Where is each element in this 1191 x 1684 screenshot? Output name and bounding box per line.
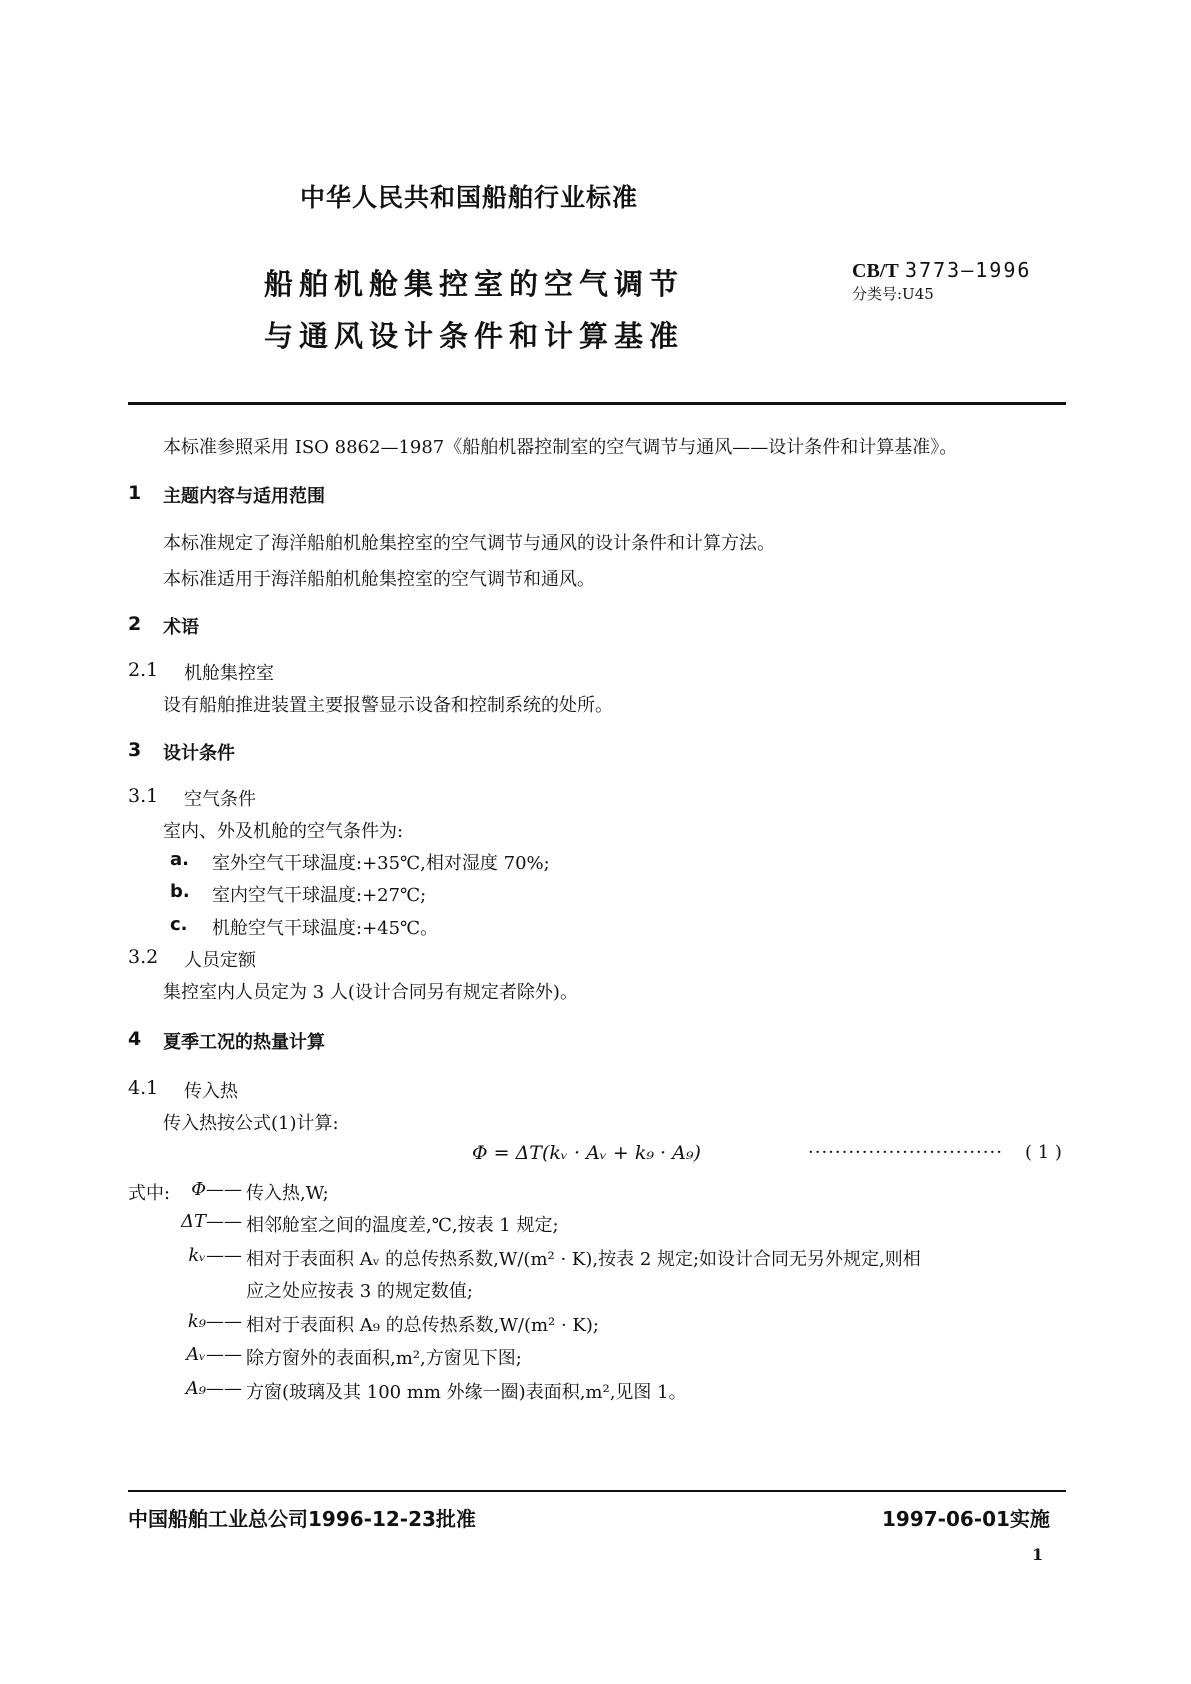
footer-divider	[128, 1490, 1066, 1492]
where-text-kv-continued: 应之处应按表 3 的规定数值;	[246, 1281, 473, 1302]
section-4-1-title: 传入热	[184, 1081, 238, 1102]
section-1-number: 1	[128, 482, 142, 504]
section-3-number: 3	[128, 739, 142, 761]
where-symbol-av: Aᵥ——	[186, 1344, 242, 1365]
section-3-1-title: 空气条件	[184, 789, 256, 810]
where-symbol-ag: A₉——	[185, 1378, 242, 1399]
where-symbol-delta-t: ΔT——	[180, 1211, 242, 1232]
intro-paragraph: 本标准参照采用 ISO 8862—1987《船舶机器控制室的空气调节与通风——设计条件和计算基准》。	[163, 437, 958, 458]
approval-line: 中国船舶工业总公司1996-12-23批准	[128, 1507, 476, 1531]
section-2-1-number: 2.1	[128, 659, 159, 681]
formula-1: Φ = ΔT(kᵥ · Aᵥ + k₉ · A₉)	[472, 1142, 701, 1164]
where-text-phi: 传入热,W;	[246, 1183, 329, 1204]
section-3-2-number: 3.2	[128, 946, 159, 968]
issuing-organization: 中华人民共和国船舶行业标准	[300, 183, 639, 212]
formula-leader-dots: ·····························	[808, 1142, 1003, 1163]
section-2-1-title: 机舱集控室	[184, 663, 274, 684]
section-2-number: 2	[128, 613, 142, 635]
header-divider	[128, 402, 1066, 405]
condition-a-label: a.	[170, 849, 189, 870]
condition-c-text: 机舱空气干球温度:+45℃。	[212, 918, 439, 939]
section-3-2-text: 集控室内人员定为 3 人(设计合同另有规定者除外)。	[163, 982, 578, 1003]
section-4-1-number: 4.1	[128, 1077, 159, 1099]
condition-b-label: b.	[170, 881, 190, 902]
section-2-1-text: 设有船舶推进装置主要报警显示设备和控制系统的处所。	[163, 695, 613, 716]
classification-number: 分类号:U45	[852, 285, 934, 303]
section-1-para-2: 本标准适用于海洋船舶机舱集控室的空气调节和通风。	[163, 569, 595, 590]
section-1-title: 主题内容与适用范围	[163, 486, 325, 507]
where-text-delta-t: 相邻舱室之间的温度差,℃,按表 1 规定;	[246, 1215, 559, 1236]
section-3-1-lead: 室内、外及机舱的空气条件为:	[163, 821, 404, 842]
page-number: 1	[1032, 1545, 1044, 1564]
where-lead: 式中:	[128, 1183, 171, 1204]
section-3-2-title: 人员定额	[184, 950, 256, 971]
formula-number: ( 1 )	[1025, 1142, 1062, 1163]
section-4-number: 4	[128, 1028, 142, 1050]
where-text-kv: 相对于表面积 Aᵥ 的总传热系数,W/(m² · K),按表 2 规定;如设计合同无另外规定,则相	[246, 1249, 921, 1270]
where-symbol-kv: kᵥ——	[188, 1245, 242, 1266]
condition-a-text: 室外空气干球温度:+35℃,相对湿度 70%;	[212, 853, 550, 874]
standard-code-prefix: CB/T	[852, 260, 899, 282]
where-symbol-kg: k₉——	[187, 1311, 242, 1332]
section-3-1-number: 3.1	[128, 785, 159, 807]
condition-b-text: 室内空气干球温度:+27℃;	[212, 885, 427, 906]
document-title-line-1: 船舶机舱集控室的空气调节	[264, 267, 685, 301]
effective-date: 1997-06-01实施	[882, 1507, 1050, 1531]
where-text-av: 除方窗外的表面积,m²,方窗见下图;	[246, 1348, 522, 1369]
section-3-title: 设计条件	[163, 743, 235, 764]
section-4-title: 夏季工况的热量计算	[163, 1032, 325, 1053]
section-1-para-1: 本标准规定了海洋船舶机舱集控室的空气调节与通风的设计条件和计算方法。	[163, 533, 775, 554]
where-text-ag: 方窗(玻璃及其 100 mm 外缘一圈)表面积,m²,见图 1。	[246, 1382, 687, 1403]
condition-c-label: c.	[170, 914, 188, 935]
standard-code	[852, 258, 1031, 283]
section-2-title: 术语	[163, 617, 199, 638]
section-4-1-lead: 传入热按公式(1)计算:	[163, 1113, 339, 1134]
document-title-line-2: 与通风设计条件和计算基准	[264, 319, 685, 353]
where-symbol-phi: Φ——	[191, 1179, 242, 1200]
standard-code-number: 3773—1996	[905, 258, 1032, 282]
where-text-kg: 相对于表面积 A₉ 的总传热系数,W/(m² · K);	[246, 1315, 599, 1336]
